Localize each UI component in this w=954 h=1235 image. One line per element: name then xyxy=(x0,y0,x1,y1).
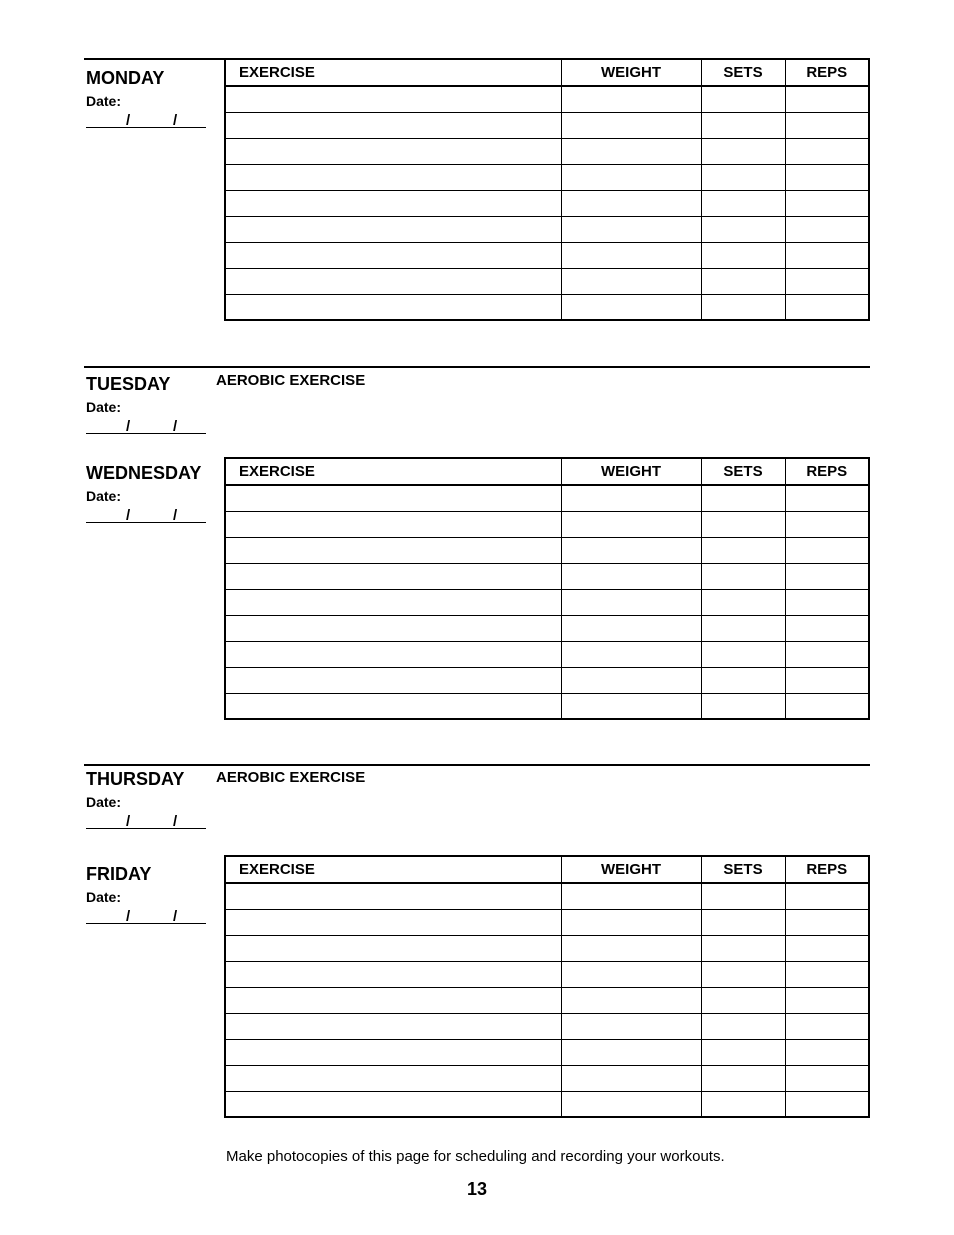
sets-column-header: SETS xyxy=(701,458,785,485)
reps-cell[interactable] xyxy=(785,1013,869,1039)
reps-cell[interactable] xyxy=(785,563,869,589)
exercise-cell[interactable] xyxy=(225,294,561,320)
date-slash: / xyxy=(126,908,131,925)
weight-cell[interactable] xyxy=(561,190,701,216)
thursday-day-name: THURSDAY xyxy=(86,769,185,789)
reps-cell[interactable] xyxy=(785,935,869,961)
exercise-cell[interactable] xyxy=(225,86,561,112)
date-slash: / xyxy=(173,507,178,524)
reps-cell[interactable] xyxy=(785,1039,869,1065)
exercise-cell[interactable] xyxy=(225,987,561,1013)
sets-cell[interactable] xyxy=(701,1091,785,1117)
sets-cell[interactable] xyxy=(701,190,785,216)
table-row xyxy=(225,86,869,112)
wednesday-exercise-table xyxy=(224,457,870,720)
exercise-cell[interactable] xyxy=(225,935,561,961)
table-row xyxy=(225,667,869,693)
weight-cell[interactable] xyxy=(561,268,701,294)
reps-cell[interactable] xyxy=(785,138,869,164)
page-number: 13 xyxy=(466,1179,488,1199)
reps-cell[interactable] xyxy=(785,86,869,112)
reps-cell[interactable] xyxy=(785,641,869,667)
sets-cell[interactable] xyxy=(701,138,785,164)
sets-cell[interactable] xyxy=(701,987,785,1013)
table-row xyxy=(225,112,869,138)
table-row xyxy=(225,987,869,1013)
table-row xyxy=(225,511,869,537)
weight-column-header: WEIGHT xyxy=(561,59,701,86)
sets-column-header: SETS xyxy=(701,856,785,883)
sets-cell[interactable] xyxy=(701,667,785,693)
wednesday-label-block xyxy=(86,463,206,523)
weight-cell[interactable] xyxy=(561,511,701,537)
reps-column-header: REPS xyxy=(785,856,869,883)
sets-cell[interactable] xyxy=(701,641,785,667)
reps-cell[interactable] xyxy=(785,164,869,190)
exercise-cell[interactable] xyxy=(225,1065,561,1091)
monday-date-field[interactable] xyxy=(86,111,206,128)
exercise-cell[interactable] xyxy=(225,589,561,615)
sets-cell[interactable] xyxy=(701,961,785,987)
weight-cell[interactable] xyxy=(561,164,701,190)
table-row xyxy=(225,1039,869,1065)
reps-cell[interactable] xyxy=(785,190,869,216)
table-header-row xyxy=(225,856,869,883)
table-row xyxy=(225,563,869,589)
weight-cell[interactable] xyxy=(561,1091,701,1117)
exercise-cell[interactable] xyxy=(225,242,561,268)
thursday-date-field[interactable] xyxy=(86,812,206,829)
tuesday-top-rule xyxy=(84,366,870,368)
weight-cell[interactable] xyxy=(561,1013,701,1039)
weight-cell[interactable] xyxy=(561,693,701,719)
weight-column-header: WEIGHT xyxy=(561,458,701,485)
reps-cell[interactable] xyxy=(785,1065,869,1091)
reps-cell[interactable] xyxy=(785,883,869,909)
friday-exercise-table xyxy=(224,855,870,1118)
reps-cell[interactable] xyxy=(785,485,869,511)
thursday-top-rule xyxy=(84,764,870,766)
table-row xyxy=(225,537,869,563)
weight-cell[interactable] xyxy=(561,641,701,667)
sets-cell[interactable] xyxy=(701,511,785,537)
sets-column-header: SETS xyxy=(701,59,785,86)
monday-label-block xyxy=(86,68,206,128)
exercise-cell[interactable] xyxy=(225,511,561,537)
reps-cell[interactable] xyxy=(785,537,869,563)
sets-cell[interactable] xyxy=(701,86,785,112)
weight-cell[interactable] xyxy=(561,589,701,615)
exercise-cell[interactable] xyxy=(225,216,561,242)
sets-cell[interactable] xyxy=(701,294,785,320)
photocopy-note: Make photocopies of this page for scheduling and recording your workouts. xyxy=(226,1148,725,1165)
table-row xyxy=(225,294,869,320)
table-row xyxy=(225,190,869,216)
sets-cell[interactable] xyxy=(701,268,785,294)
reps-cell[interactable] xyxy=(785,511,869,537)
weight-cell[interactable] xyxy=(561,987,701,1013)
reps-cell[interactable] xyxy=(785,693,869,719)
table-row xyxy=(225,485,869,511)
weight-cell[interactable] xyxy=(561,1065,701,1091)
reps-cell[interactable] xyxy=(785,667,869,693)
weight-cell[interactable] xyxy=(561,294,701,320)
monday-date-label: Date: xyxy=(86,93,122,109)
monday-day-name: MONDAY xyxy=(86,68,165,88)
weight-cell[interactable] xyxy=(561,537,701,563)
table-row xyxy=(225,935,869,961)
wednesday-day-name: WEDNESDAY xyxy=(86,463,202,483)
table-row xyxy=(225,641,869,667)
reps-cell[interactable] xyxy=(785,112,869,138)
table-row xyxy=(225,909,869,935)
sets-cell[interactable] xyxy=(701,909,785,935)
monday-exercise-table xyxy=(224,58,870,321)
weight-cell[interactable] xyxy=(561,883,701,909)
exercise-cell[interactable] xyxy=(225,667,561,693)
tuesday-label-block xyxy=(86,374,206,434)
sets-cell[interactable] xyxy=(701,485,785,511)
weight-cell[interactable] xyxy=(561,961,701,987)
sets-cell[interactable] xyxy=(701,537,785,563)
sets-cell[interactable] xyxy=(701,216,785,242)
sets-cell[interactable] xyxy=(701,563,785,589)
table-row xyxy=(225,164,869,190)
table-row xyxy=(225,268,869,294)
sets-cell[interactable] xyxy=(701,935,785,961)
thursday-label-block xyxy=(86,769,206,829)
friday-date-label: Date: xyxy=(86,889,122,905)
sets-cell[interactable] xyxy=(701,693,785,719)
tuesday-date-label: Date: xyxy=(86,399,122,415)
weight-cell[interactable] xyxy=(561,909,701,935)
exercise-cell[interactable] xyxy=(225,268,561,294)
table-row xyxy=(225,1065,869,1091)
reps-cell[interactable] xyxy=(785,216,869,242)
table-row xyxy=(225,615,869,641)
reps-cell[interactable] xyxy=(785,589,869,615)
date-slash: / xyxy=(173,813,178,830)
sets-cell[interactable] xyxy=(701,164,785,190)
tuesday-day-name: TUESDAY xyxy=(86,374,171,394)
weight-cell[interactable] xyxy=(561,112,701,138)
weight-cell[interactable] xyxy=(561,86,701,112)
exercise-column-header: EXERCISE xyxy=(225,59,561,86)
sets-cell[interactable] xyxy=(701,112,785,138)
reps-cell[interactable] xyxy=(785,987,869,1013)
table-row xyxy=(225,693,869,719)
exercise-cell[interactable] xyxy=(225,563,561,589)
reps-cell[interactable] xyxy=(785,615,869,641)
table-row xyxy=(225,216,869,242)
reps-cell[interactable] xyxy=(785,268,869,294)
date-slash: / xyxy=(173,112,178,129)
exercise-cell[interactable] xyxy=(225,641,561,667)
table-row xyxy=(225,961,869,987)
exercise-cell[interactable] xyxy=(225,1013,561,1039)
exercise-cell[interactable] xyxy=(225,190,561,216)
weight-cell[interactable] xyxy=(561,1039,701,1065)
weight-cell[interactable] xyxy=(561,667,701,693)
weight-cell[interactable] xyxy=(561,242,701,268)
reps-cell[interactable] xyxy=(785,1091,869,1117)
table-header-row xyxy=(225,458,869,485)
sets-cell[interactable] xyxy=(701,589,785,615)
exercise-cell[interactable] xyxy=(225,1039,561,1065)
reps-cell[interactable] xyxy=(785,909,869,935)
friday-label-block xyxy=(86,864,206,924)
sets-cell[interactable] xyxy=(701,883,785,909)
exercise-cell[interactable] xyxy=(225,883,561,909)
thursday-aerobic-exercise-label: AEROBIC EXERCISE xyxy=(216,769,366,786)
table-row xyxy=(225,1013,869,1039)
date-slash: / xyxy=(126,418,131,435)
sets-cell[interactable] xyxy=(701,615,785,641)
weight-cell[interactable] xyxy=(561,563,701,589)
weight-cell[interactable] xyxy=(561,138,701,164)
date-slash: / xyxy=(173,418,178,435)
exercise-column-header: EXERCISE xyxy=(225,856,561,883)
friday-date-field[interactable] xyxy=(86,907,206,924)
date-slash: / xyxy=(126,813,131,830)
table-header-row xyxy=(225,59,869,86)
table-row xyxy=(225,138,869,164)
sets-cell[interactable] xyxy=(701,1039,785,1065)
exercise-cell[interactable] xyxy=(225,693,561,719)
exercise-cell[interactable] xyxy=(225,485,561,511)
weight-cell[interactable] xyxy=(561,615,701,641)
weight-cell[interactable] xyxy=(561,485,701,511)
sets-cell[interactable] xyxy=(701,1013,785,1039)
date-slash: / xyxy=(126,507,131,524)
table-row xyxy=(225,242,869,268)
reps-cell[interactable] xyxy=(785,242,869,268)
table-row xyxy=(225,883,869,909)
reps-cell[interactable] xyxy=(785,961,869,987)
weight-cell[interactable] xyxy=(561,216,701,242)
exercise-cell[interactable] xyxy=(225,112,561,138)
date-slash: / xyxy=(173,908,178,925)
weight-column-header: WEIGHT xyxy=(561,856,701,883)
exercise-cell[interactable] xyxy=(225,138,561,164)
tuesday-aerobic-exercise-label: AEROBIC EXERCISE xyxy=(216,372,366,389)
sets-cell[interactable] xyxy=(701,1065,785,1091)
exercise-cell[interactable] xyxy=(225,615,561,641)
exercise-cell[interactable] xyxy=(225,1091,561,1117)
wednesday-date-label: Date: xyxy=(86,488,122,504)
table-row xyxy=(225,1091,869,1117)
thursday-date-label: Date: xyxy=(86,794,122,810)
exercise-cell[interactable] xyxy=(225,961,561,987)
date-slash: / xyxy=(126,112,131,129)
reps-column-header: REPS xyxy=(785,59,869,86)
reps-cell[interactable] xyxy=(785,294,869,320)
exercise-cell[interactable] xyxy=(225,909,561,935)
wednesday-date-field[interactable] xyxy=(86,506,206,523)
weight-cell[interactable] xyxy=(561,935,701,961)
reps-column-header: REPS xyxy=(785,458,869,485)
tuesday-date-field[interactable] xyxy=(86,417,206,434)
sets-cell[interactable] xyxy=(701,242,785,268)
friday-day-name: FRIDAY xyxy=(86,864,152,884)
table-row xyxy=(225,589,869,615)
exercise-cell[interactable] xyxy=(225,537,561,563)
exercise-cell[interactable] xyxy=(225,164,561,190)
exercise-column-header: EXERCISE xyxy=(225,458,561,485)
